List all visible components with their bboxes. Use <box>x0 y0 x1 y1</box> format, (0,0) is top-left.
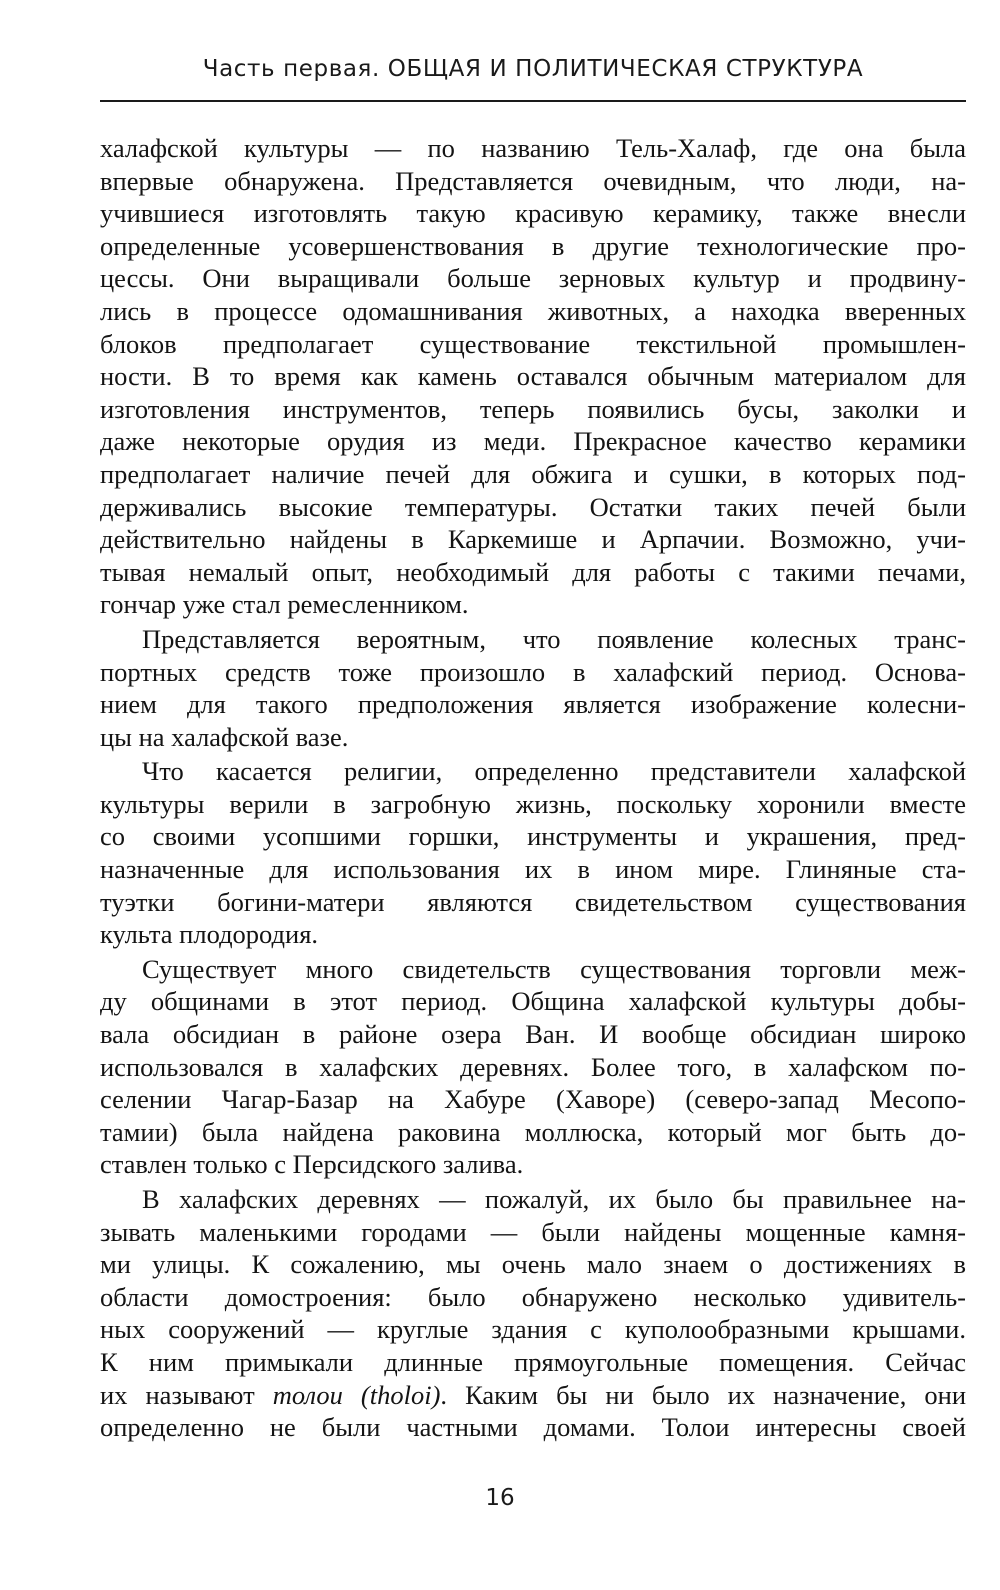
text-line: Что касается религии, определенно представители халафской <box>142 756 966 787</box>
text-line: культа плодородия. <box>100 919 319 950</box>
text-line: В халафских деревнях — пожалуй, их было бы правильнее на- <box>142 1184 966 1214</box>
text-line: предполагает наличие печей для обжига и сушки, в которых под- <box>100 458 966 489</box>
body-text <box>100 132 966 1444</box>
text-line: впервые обнаружена. Представляется очевидным, что люди, на- <box>100 165 966 196</box>
paragraph <box>100 623 966 753</box>
text-line: изготовления инструментов, теперь появились бусы, заколки и <box>100 393 966 424</box>
text-line: держивались высокие температуры. Остатки таких печей были <box>100 491 966 522</box>
text-line: ставлен только с Персидского залива. <box>100 1149 524 1180</box>
text-line: селении Чагар-Базар на Хабуре (Хаворе) (северо-запад Месопо- <box>100 1084 966 1115</box>
text-line: цы на халафской вазе. <box>100 721 349 752</box>
text-line: ных сооружений — круглые здания с куполообразными крышами. <box>100 1314 966 1345</box>
text-line: культуры верили в загробную жизнь, поскольку хоронили вместе <box>100 788 966 819</box>
running-head: Часть первая. ОБЩАЯ И ПОЛИТИЧЕСКАЯ СТРУКТУРА <box>202 56 864 82</box>
paragraph <box>100 755 966 951</box>
paragraph <box>100 953 966 1181</box>
text-line: цессы. Они выращивали больше зерновых культур и продвину- <box>100 263 966 294</box>
text-line: ду общинами в этот период. Община халафской культуры добы- <box>100 986 966 1017</box>
text-line: портных средств тоже произошло в халафский период. Основа- <box>100 656 966 687</box>
text-line: действительно найдены в Каркемише и Арпачии. Возможно, учи- <box>100 524 966 555</box>
page-number: 16 <box>485 1485 515 1511</box>
header-rule <box>100 100 966 102</box>
text-line: Существует много свидетельств существования торговли меж- <box>142 953 966 984</box>
text-run: . Каким бы ни было их назначение, они <box>440 1379 966 1410</box>
text-line: нием для такого предположения является изображение колесни- <box>100 689 966 720</box>
text-line-mixed <box>100 1379 966 1412</box>
text-line: учившиеся изготовлять такую красивую керамику, также внесли <box>100 198 966 229</box>
paragraph <box>100 1183 966 1444</box>
text-line: блоков предполагает существование текстильной промышлен- <box>100 328 966 359</box>
text-line: даже некоторые орудия из меди. Прекрасное качество керамики <box>100 426 966 457</box>
text-line: использовался в халафских деревнях. Более того, в халафском по- <box>100 1051 966 1082</box>
text-line: со своими усопшими горшки, инструменты и украшения, пред- <box>100 821 966 852</box>
text-line: ми улицы. К сожалению, мы очень мало знаем о достижениях в <box>100 1249 966 1280</box>
text-line: туэтки богини-матери являются свидетельством существования <box>100 886 966 917</box>
text-line: гончар уже стал ремесленником. <box>100 589 469 620</box>
text-line: определенно не были частными домами. Толои интересны своей <box>100 1412 966 1443</box>
text-line: определенные усовершенствования в другие технологические про- <box>100 230 966 261</box>
text-line: зывать маленькими городами — были найдены мощенные камня- <box>100 1216 966 1247</box>
text-line: тамии) была найдена раковина моллюска, который мог быть до- <box>100 1116 966 1147</box>
text-line: халафской культуры — по названию Тель-Халаф, где она была <box>100 133 966 163</box>
text-line: ности. В то время как камень оставался обычным материалом для <box>100 361 966 392</box>
text-line: К ним примыкали длинные прямоугольные помещения. Сейчас <box>100 1346 966 1377</box>
italic-term: толои (tholoi) <box>272 1379 441 1410</box>
text-run: их называют <box>100 1379 273 1410</box>
text-line: области домостроения: было обнаружено несколько удивитель- <box>100 1281 966 1312</box>
paragraph <box>100 132 966 621</box>
text-line: Представляется вероятным, что появление колесных транс- <box>142 623 966 654</box>
text-line: вала обсидиан в районе озера Ван. И вообще обсидиан широко <box>100 1019 966 1050</box>
text-line: тывая немалый опыт, необходимый для работы с такими печами, <box>100 556 966 587</box>
text-line: лись в процессе одомашнивания животных, а находка вверенных <box>100 295 966 326</box>
text-line: назначенные для использования их в ином мире. Глиняные ста- <box>100 854 966 885</box>
